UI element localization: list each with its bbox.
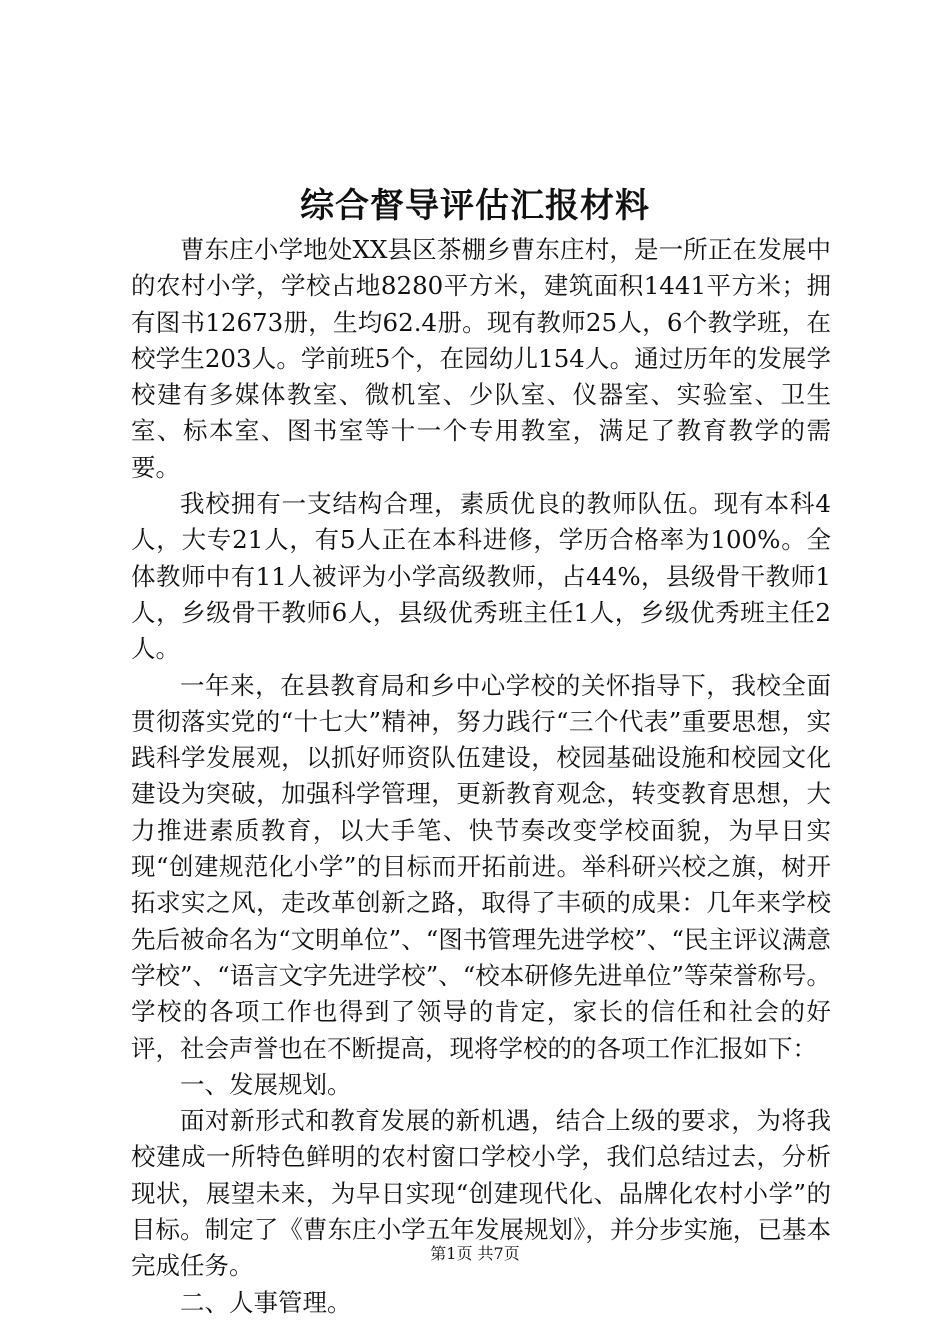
paragraph-school-overview: 曹东庄小学地处XX县区茶棚乡曹东庄村，是一所正在发展中的农村小学，学校占地8280平方米，建筑面积1441平方米；拥有图书12673册，生均62.4册。现有教师25人，6个教学班，在校学生203人。学前班5个，在园幼儿154人。通过历年的发展学校建有多媒体教室、微机室、少队室、仪器室、实验室、卫生室、标本室、图书室等十一个专用教室，满足了教育教学的需要。 — [131, 235, 831, 482]
section-heading-development-plan: 一、发展规划。 — [180, 1069, 352, 1099]
paragraph-teacher-team: 我校拥有一支结构合理，素质优良的教师队伍。现有本科4人，大专21人，有5人正在本科进修，学历合格率为100%。全体教师中有11人被评为小学高级教师，占44%，县级骨干教师1人，乡级骨干教师6人，县级优秀班主任1人，乡级优秀班主任2人。 — [131, 489, 831, 664]
document-body — [131, 232, 831, 1321]
page-number-footer: 第1页 共7页 — [430, 1244, 520, 1263]
document-title: 综合督导评估汇报材料 — [300, 186, 650, 226]
paragraph-development-plan: 面对新形式和教育发展的新机遇，结合上级的要求，为将我校建成一所特色鲜明的农村窗口学校小学，我们总结过去，分析现状，展望未来，为早日实现“创建现代化、品牌化农村小学”的目标。制定了《曹东庄小学五年发展规划》，并分步实施，已基本完成任务。 — [131, 1106, 831, 1281]
paragraph-annual-summary: 一年来，在县教育局和乡中心学校的关怀指导下，我校全面贯彻落实党的“十七大”精神，努力践行“三个代表”重要思想，实践科学发展观，以抓好师资队伍建设，校园基础设施和校园文化建设为突破，加强科学管理，更新教育观念，转变教育思想，大力推进素质教育，以大手笔、快节奏改变学校面貌，为早日实现“创建规范化小学”的目标而开拓前进。举科研兴校之旗，树开拓求实之风，走改革创新之路，取得了丰硕的成果：几年来学校先后被命名为“文明单位”、“图书管理先进学校”、“民主评议满意学校”、“语言文字先进学校”、“校本研修先进单位”等荣誉称号。学校的各项工作也得到了领导的肯定，家长的信任和社会的好评，社会声誉也在不断提高，现将学校的的各项工作汇报如下： — [131, 670, 831, 1063]
section-heading-personnel-management: 二、人事管理。 — [180, 1287, 352, 1317]
